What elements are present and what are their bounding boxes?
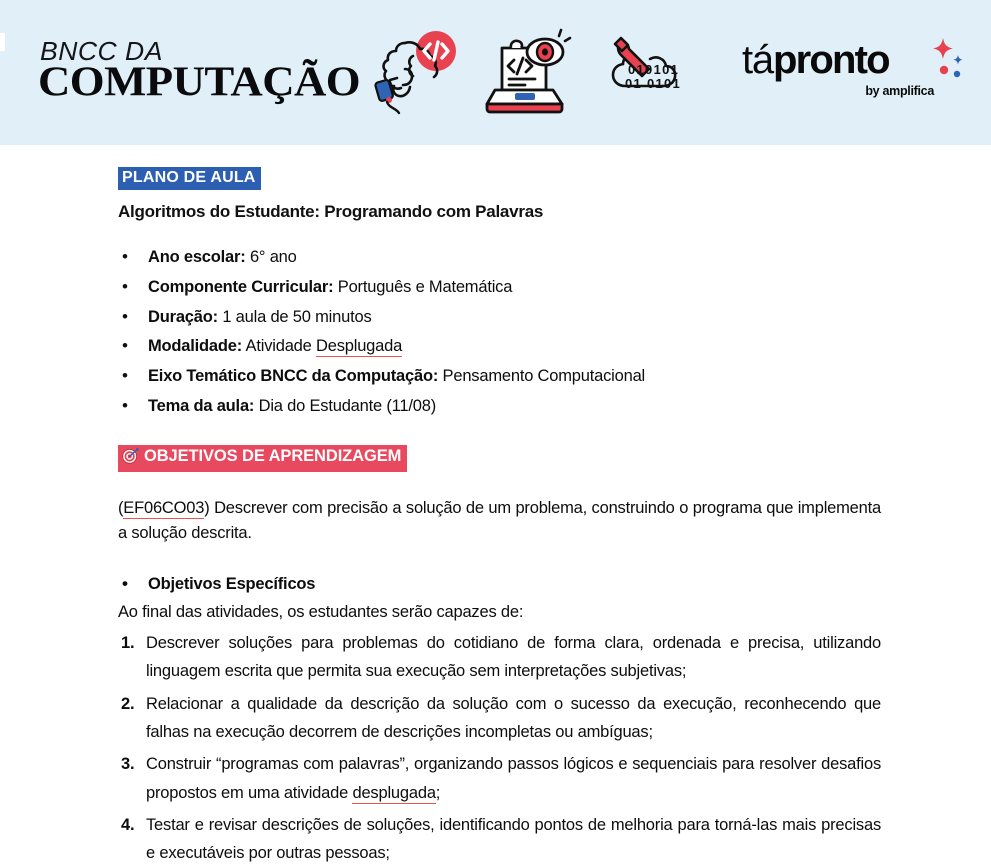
meta-item-duracao (118, 308, 881, 328)
skill-text: Descrever com precisão a solução de um problema, construindo o programa que implementa a solução descrita. (118, 498, 881, 543)
svg-text:01 0101: 01 0101 (625, 75, 682, 91)
meta-key: Ano escolar: (148, 247, 246, 266)
skill-description-paragraph (118, 496, 881, 547)
meta-value-prefix: Atividade (245, 337, 317, 356)
meta-item-tema-da-aula (118, 397, 881, 417)
bncc-computacao-logo (38, 36, 361, 106)
laptop-eye-icon (482, 26, 574, 123)
meta-item-componente-curricular (118, 278, 881, 298)
goals-numbered-list (118, 629, 881, 868)
goal-item-1 (118, 629, 881, 686)
goal-text: Testar e revisar descrições de soluções, identificando pontos de melhoria para torná-las mais precisas e executáveis por outras pessoas; (146, 816, 881, 863)
objectives-heading-text: OBJETIVOS DE APRENDIZAGEM (144, 446, 402, 465)
paren-open: ( (118, 498, 124, 517)
meta-key: Eixo Temático BNCC da Computação: (148, 367, 439, 386)
meta-item-modalidade (118, 337, 881, 357)
lesson-plan-document (0, 167, 991, 868)
meta-item-ano-escolar (118, 248, 881, 268)
goal-item-3 (118, 750, 881, 807)
svg-text:010101: 010101 (628, 61, 680, 77)
objectives-heading-row (118, 445, 881, 472)
meta-key: Duração: (148, 307, 218, 326)
meta-value: Português e Matemática (337, 277, 513, 296)
bncc-skill-code: EF06CO03 (123, 498, 205, 517)
meta-value: Dia do Estudante (11/08) (258, 396, 437, 415)
wrench-binary-cloud-icon (592, 26, 684, 123)
section-label-row (118, 167, 881, 190)
meta-value: 6° ano (249, 247, 297, 266)
goal-text-suffix: ; (435, 783, 441, 802)
specific-objectives-list (118, 575, 881, 594)
lesson-title: Algoritmos do Estudante: Programando com Palavras (118, 201, 544, 221)
meta-key: Componente Curricular: (148, 277, 334, 296)
ta-pronto-logo (742, 40, 967, 110)
specific-objectives-heading: • Objetivos Específicos (118, 575, 881, 594)
dart-target-icon (122, 447, 139, 469)
brain-code-icon (372, 26, 464, 123)
ta-pronto-tagline: by amplifica (865, 84, 934, 98)
ta-pronto-word-pronto: pronto (772, 38, 889, 82)
plano-de-aula-label: PLANO DE AULA (118, 167, 261, 190)
ta-pronto-word-ta: tá (742, 38, 773, 82)
objectives-lead-in: Ao final das atividades, os estudantes serão capazes de: (118, 602, 524, 621)
header-left-notch (0, 33, 5, 51)
paren-close: ) (204, 498, 210, 517)
meta-value: Pensamento Computacional (442, 367, 646, 386)
objetivos-de-aprendizagem-label (118, 445, 407, 472)
meta-key: Tema da aula: (148, 396, 255, 415)
spellcheck-word-desplugada: Desplugada (316, 337, 403, 356)
goal-item-4 (118, 811, 881, 868)
meta-item-eixo-tematico (118, 367, 881, 387)
bncc-logo-line1: BNCC DA (40, 36, 163, 66)
spellcheck-word-desplugada: desplugada (352, 783, 436, 802)
sparkle-decoration-icon (929, 36, 965, 82)
meta-value: 1 aula de 50 minutos (222, 307, 372, 326)
goal-item-2 (118, 690, 881, 747)
lesson-metadata-list (118, 248, 881, 417)
meta-key: Modalidade: (148, 337, 243, 356)
goal-text: Construir “programas com palavras”, organizando passos lógicos e sequenciais para resolver desafios propostos em uma atividade (146, 755, 881, 802)
page-header-banner (0, 0, 991, 145)
header-illustration-cluster (372, 22, 692, 126)
bncc-logo-line2: COMPUTAÇÃO (38, 57, 361, 106)
goal-text: Relacionar a qualidade da descrição da solução com o sucesso da execução, reconhecendo que falhas na execução decorrem de descrições incompletas ou ambíguas; (146, 694, 881, 741)
goal-text: Descrever soluções para problemas do cotidiano de forma clara, ordenada e precisa, utilizando linguagem escrita que permita sua execução sem interpretações subjetivas; (146, 633, 881, 681)
